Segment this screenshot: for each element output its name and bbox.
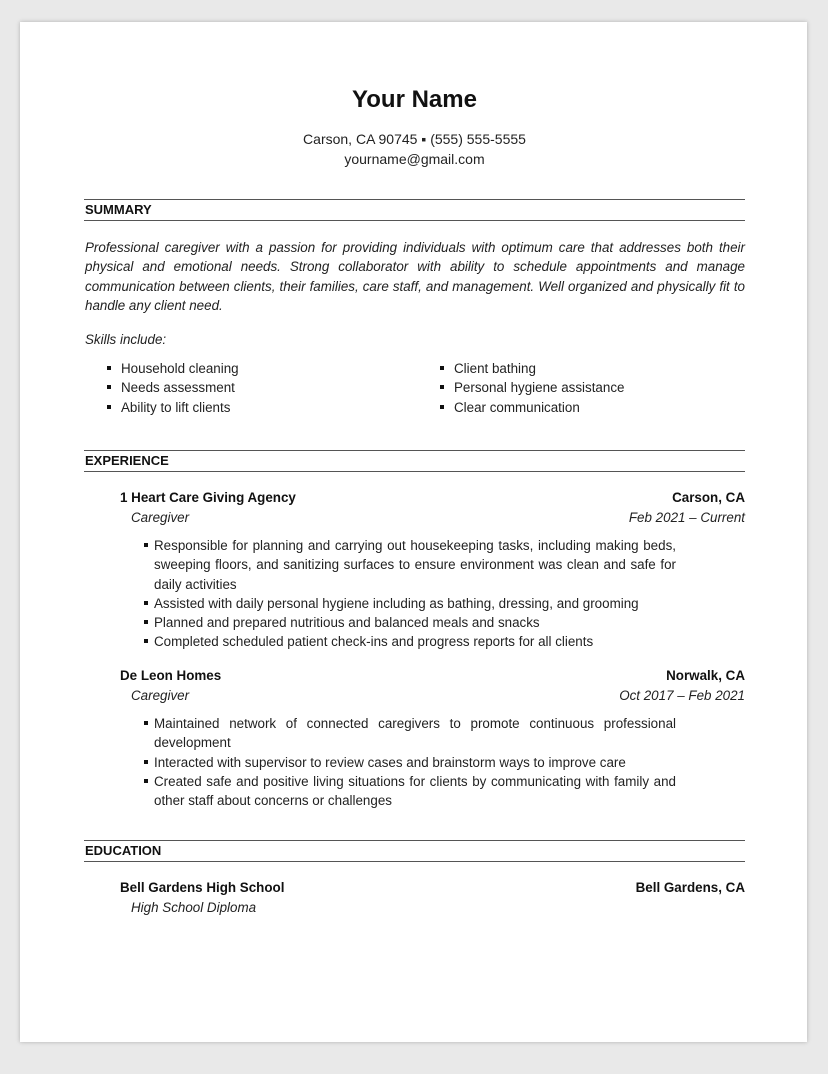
summary-heading: SUMMARY xyxy=(84,199,745,221)
skills-label: Skills include: xyxy=(85,332,167,347)
job-bullet: Responsible for planning and carrying out housekeeping tasks, including making beds, sweeping floors, and sanitizing surfaces to ensure environment was clean and safe for daily activities xyxy=(144,536,676,594)
skills-list-right xyxy=(440,359,624,417)
skill-item: Needs assessment xyxy=(107,378,239,397)
candidate-name: Your Name xyxy=(352,86,477,113)
resume-page xyxy=(20,22,807,1042)
job-bullets xyxy=(144,714,676,810)
skill-item: Ability to lift clients xyxy=(107,398,239,417)
job-role: Caregiver xyxy=(131,510,190,525)
job-bullets xyxy=(144,536,676,652)
skill-item: Client bathing xyxy=(440,359,624,378)
job-role: Caregiver xyxy=(131,688,190,703)
skill-item: Clear communication xyxy=(440,398,624,417)
skill-item: Personal hygiene assistance xyxy=(440,378,624,397)
summary-text: Professional caregiver with a passion for providing individuals with optimum care that addresses both their physical and emotional needs. Strong collaborator with ability to schedule appointments and manage communication between clients, their families, care staff, and management. Well organized and physically fit to handle any client need. xyxy=(85,240,745,313)
contact-line: Carson, CA 90745 ▪ (555) 555-5555 xyxy=(303,131,526,147)
job-dates: Oct 2017 – Feb 2021 xyxy=(619,688,745,703)
experience-heading: EXPERIENCE xyxy=(84,450,745,472)
job-bullet: Assisted with daily personal hygiene including as bathing, dressing, and grooming xyxy=(144,594,676,613)
job-bullet: Created safe and positive living situations for clients by communicating with family and other staff about concerns or challenges xyxy=(144,772,676,811)
job-bullet: Completed scheduled patient check-ins and progress reports for all clients xyxy=(144,632,676,651)
degree: High School Diploma xyxy=(131,900,257,915)
skill-item: Household cleaning xyxy=(107,359,239,378)
job-location: Carson, CA xyxy=(672,490,745,505)
email-line: yourname@gmail.com xyxy=(344,151,485,167)
job-organization: De Leon Homes xyxy=(120,668,222,683)
job-bullet: Interacted with supervisor to review cases and brainstorm ways to improve care xyxy=(144,753,676,772)
job-bullet: Planned and prepared nutritious and balanced meals and snacks xyxy=(144,613,676,632)
school-name: Bell Gardens High School xyxy=(120,880,285,895)
job-bullet: Maintained network of connected caregivers to promote continuous professional development xyxy=(144,714,676,753)
education-heading: EDUCATION xyxy=(84,840,745,862)
skills-list-left xyxy=(107,359,239,417)
job-location: Norwalk, CA xyxy=(666,668,745,683)
job-dates: Feb 2021 – Current xyxy=(628,510,745,525)
job-organization: 1 Heart Care Giving Agency xyxy=(120,490,296,505)
school-location: Bell Gardens, CA xyxy=(635,880,745,895)
